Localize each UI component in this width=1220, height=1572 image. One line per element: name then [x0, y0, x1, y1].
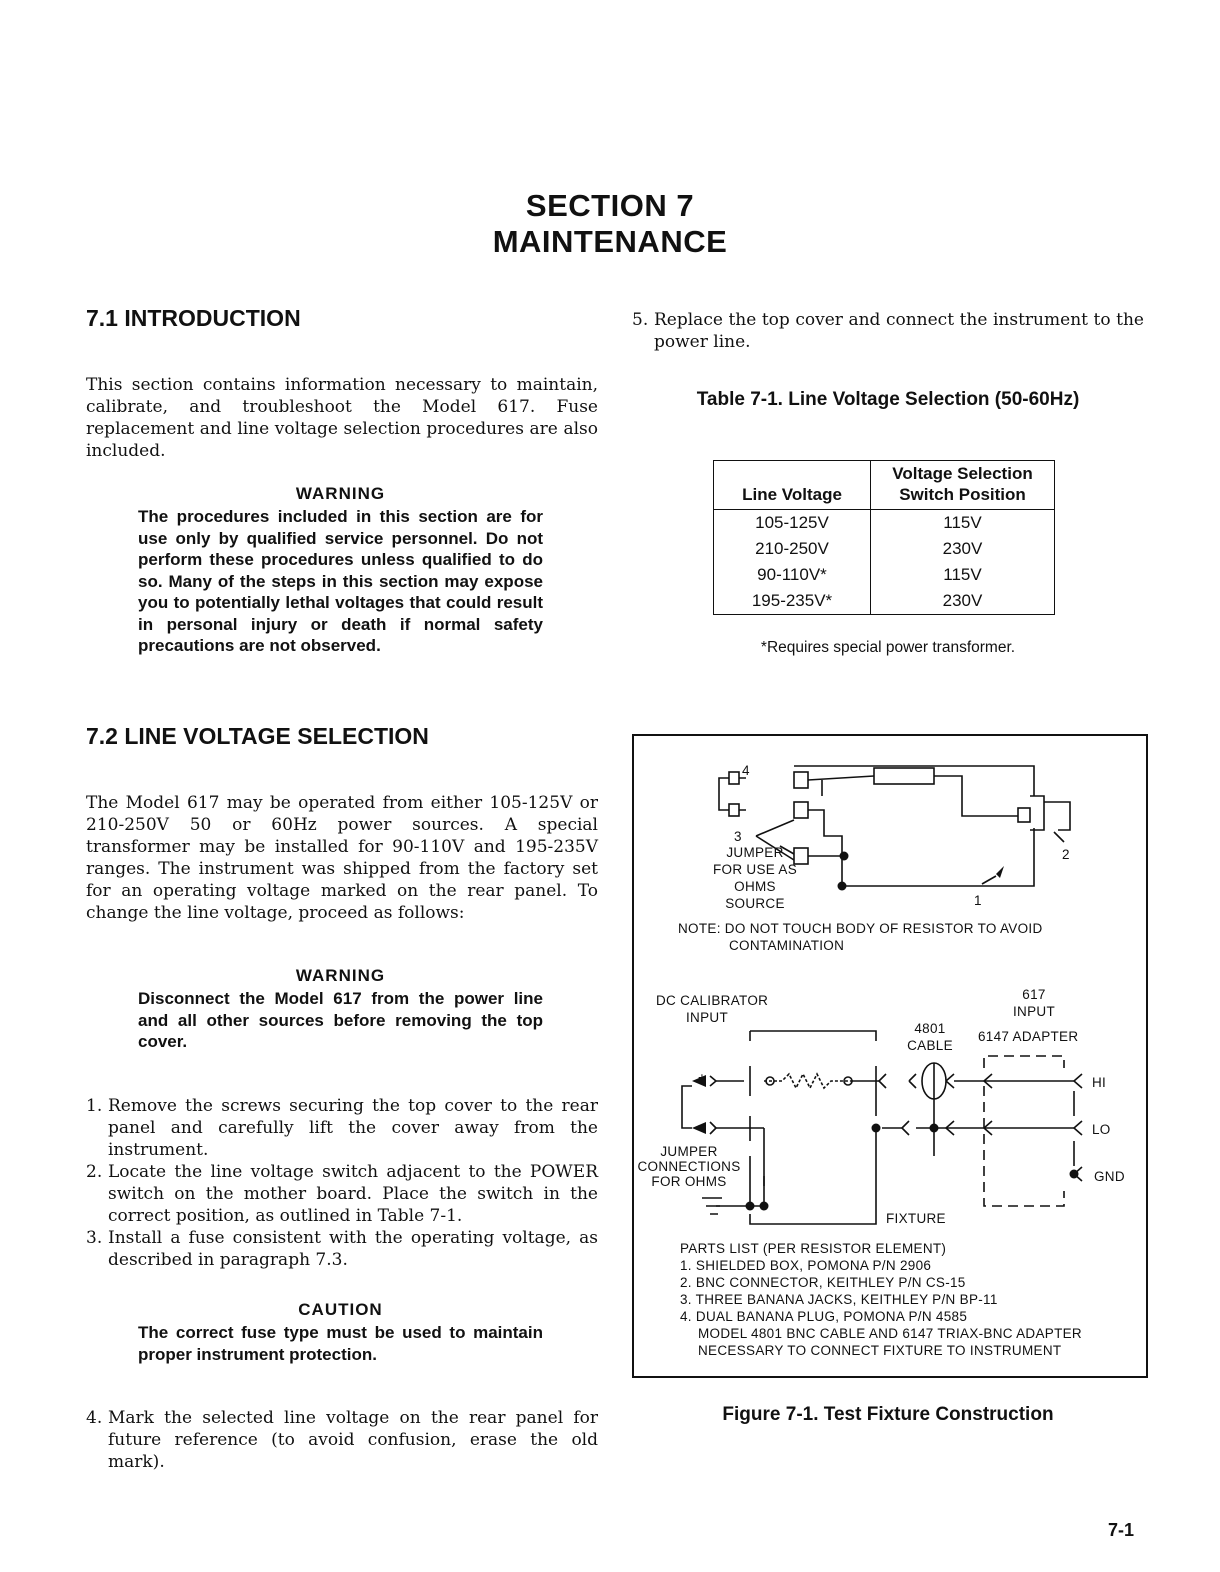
hi-terminal-label: HI: [1092, 1075, 1107, 1090]
callout-3: 3: [734, 829, 742, 844]
section-number: SECTION 7: [525, 188, 695, 223]
fixture-label: FIXTURE: [886, 1211, 946, 1226]
adapter-label: 6147 ADAPTER: [978, 1029, 1079, 1044]
list-item: 1. Remove the screws securing the top cover to the rear panel and carefully lift the cover away from the instrument.: [86, 1096, 598, 1160]
list-item: 3. Install a fuse consistent with the operating voltage, as described in paragraph 7.3.: [86, 1228, 598, 1270]
table-row: 105-125V 115V: [714, 510, 1055, 537]
table-row: 195-235V* 230V: [714, 588, 1055, 615]
input-617-label: 617 INPUT: [1013, 987, 1055, 1019]
column-header-switch-position: Voltage Selection Switch Position: [871, 461, 1055, 510]
cable-label: 4801 CABLE: [907, 1021, 953, 1053]
gnd-terminal-label: GND: [1094, 1169, 1125, 1184]
list-item: 4. Mark the selected line voltage on the rear panel for future reference (to avoid confusion, erase the old mark).: [86, 1408, 598, 1472]
dc-calibrator-label: DC CALIBRATOR INPUT: [656, 993, 769, 1025]
jumper-connections-label: JUMPER CONNECTIONS FOR OHMS: [637, 1144, 741, 1189]
line-voltage-heading: 7.2 LINE VOLTAGE SELECTION: [86, 723, 429, 749]
parts-note: NECESSARY TO CONNECT FIXTURE TO INSTRUMENT: [698, 1343, 1062, 1358]
list-item: 1. SHIELDED BOX, POMONA P/N 2906: [680, 1258, 932, 1273]
section-title: MAINTENANCE: [492, 224, 728, 259]
procedure-steps: [86, 1095, 598, 1271]
plus-sign: +: [698, 1070, 707, 1085]
procedure-step-5: [632, 309, 1144, 353]
caution-body: The correct fuse type must be used to maintain proper instrument protection.: [138, 1323, 543, 1364]
lo-terminal-label: LO: [1092, 1122, 1111, 1137]
table-row: 90-110V* 115V: [714, 562, 1055, 588]
column-header-line-voltage: Line Voltage: [714, 461, 871, 510]
procedure-step-4: [86, 1407, 598, 1473]
callout-4: 4: [742, 763, 750, 778]
parts-list-title: PARTS LIST (PER RESISTOR ELEMENT): [680, 1241, 947, 1256]
intro-paragraph: This section contains information necessary to maintain, calibrate, and troubleshoot the Model 617. Fuse replacement and line voltage selection procedures are also included.: [86, 375, 598, 461]
list-item: 4. DUAL BANANA PLUG, POMONA P/N 4585: [680, 1309, 968, 1324]
figure-frame: [632, 734, 1148, 1378]
caution-title: CAUTION: [298, 1300, 383, 1319]
list-item: 2. Locate the line voltage switch adjacent to the POWER switch on the mother board. Place the switch in the correct position, as outlined in Table 7-1.: [86, 1162, 598, 1226]
warning-body-2: Disconnect the Model 617 from the power line and all other sources before removing the top cover.: [138, 989, 543, 1051]
figure-caption: Figure 7-1. Test Fixture Construction: [722, 1404, 1054, 1425]
warning-title: WARNING: [295, 484, 386, 503]
callout-1: 1: [974, 893, 982, 908]
minus-sign: −: [698, 1118, 707, 1133]
list-item: 2. BNC CONNECTOR, KEITHLEY P/N CS-15: [680, 1275, 966, 1290]
line-voltage-table: [713, 460, 1055, 615]
list-item: 3. THREE BANANA JACKS, KEITHLEY P/N BP-11: [680, 1292, 998, 1307]
intro-heading: 7.1 INTRODUCTION: [86, 305, 301, 331]
table-footnote: *Requires special power transformer.: [760, 639, 1016, 656]
line-voltage-paragraph: The Model 617 may be operated from either 105-125V or 210-250V 50 or 60Hz power sources. A special transformer may be installed for 90-110V and 195-235V ranges. The instrument was shipped from the factory set for an operating voltage marked on the rear panel. To change the line voltage, proceed as follows:: [86, 793, 598, 923]
callout-2: 2: [1062, 847, 1070, 862]
parts-list: [680, 1240, 1082, 1359]
resistor-note: NOTE: DO NOT TOUCH BODY OF RESISTOR TO AVOID CONTAMINATION: [678, 921, 1043, 953]
warning-body: The procedures included in this section are for use only by qualified service personnel. Do not perform these procedures unless qualified to do so. Many of the steps in this section may expose you to potentially lethal voltages that could result in personal injury or death if normal safety precautions are not observed.: [138, 507, 543, 655]
list-item: 5. Replace the top cover and connect the instrument to the power line.: [632, 310, 1144, 352]
table-row: 210-250V 230V: [714, 536, 1055, 562]
jumper-ohms-label: JUMPER FOR USE AS OHMS SOURCE: [712, 845, 798, 911]
parts-note: MODEL 4801 BNC CABLE AND 6147 TRIAX-BNC ADAPTER: [698, 1326, 1082, 1341]
warning-title-2: WARNING: [295, 966, 386, 985]
table-caption: Table 7-1. Line Voltage Selection (50-60Hz): [696, 389, 1080, 410]
page-number: 7-1: [1108, 1520, 1135, 1540]
